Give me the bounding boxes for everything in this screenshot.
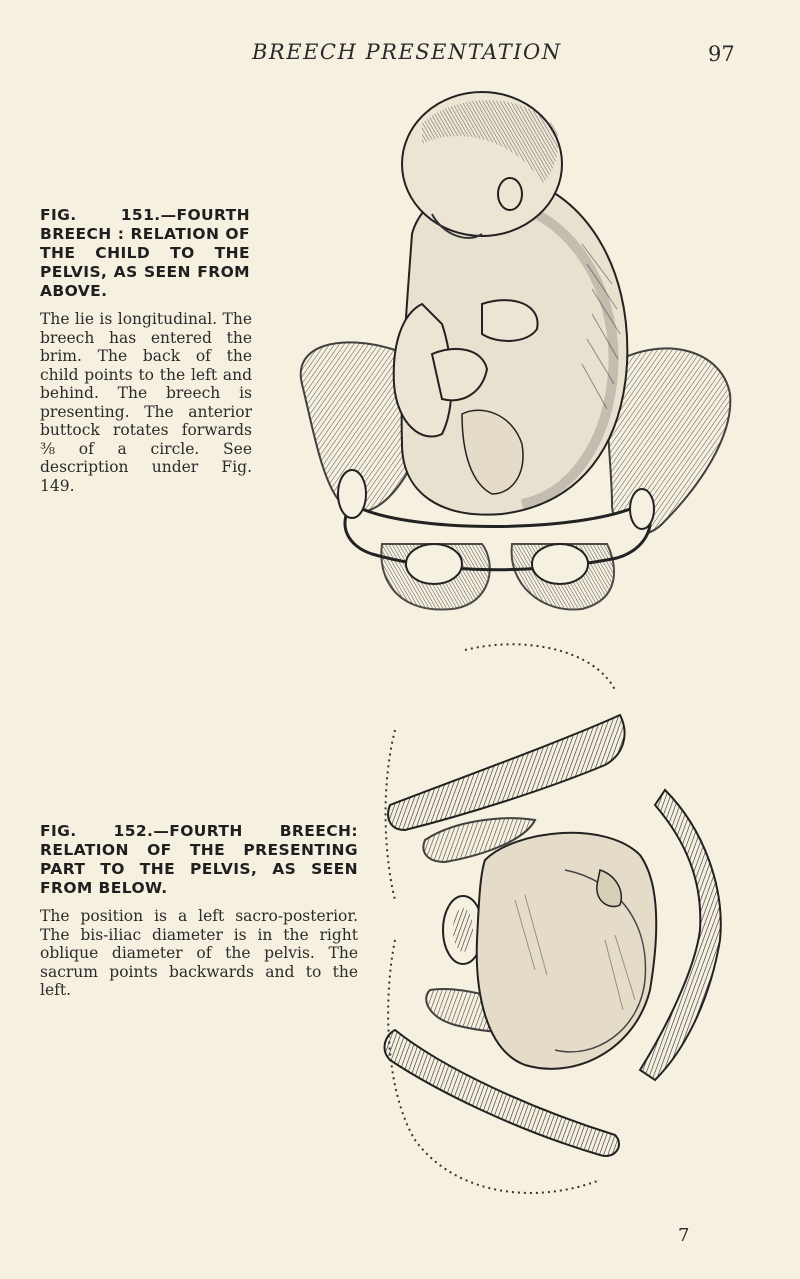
page-number: 97 [708,42,735,66]
fig151-illustration [282,84,732,624]
fig152-caption-description: The position is a left sacro-posterior. The bis-iliac diameter is in the right oblique diameter of the pelvis. The sacrum points backwards and to the left. [40,907,358,999]
fig152-illustration [365,640,737,1210]
fig152-caption-heading: FIG. 152.—FOURTH BREECH: RELATION OF THE PRESENTING PART TO THE PELVIS, AS SEEN FROM BELOW. [40,822,358,897]
running-head: BREECH PRESENTATION [252,40,562,64]
fig151-caption-heading: FIG. 151.—FOURTH BREECH : RELATION OF THE CHILD TO THE PELVIS, AS SEEN FROM ABOVE. [40,206,250,300]
signature-mark: 7 [678,1225,690,1246]
fig151-caption-description: The lie is longitudinal. The breech has entered the brim. The back of the child points to the left and behind. The breech is presenting. The anterior buttock rotates forwards ⅜ of a circle. See description under Fig. 149. [40,310,252,495]
